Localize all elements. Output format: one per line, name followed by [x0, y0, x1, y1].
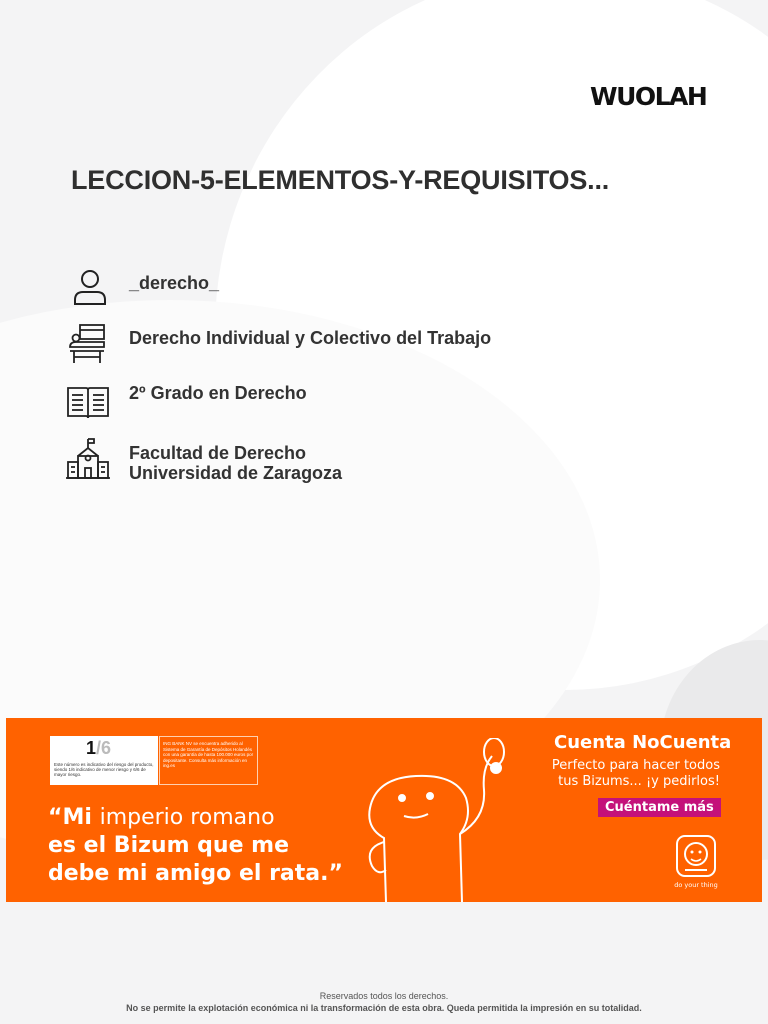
faculty-name[interactable]: Facultad de Derecho [129, 443, 307, 463]
deposit-guarantee-notice: ING BANK NV se encuentra adherido al Sistema de Garantía de Depósitos Holandés con una garantía de hasta 100.000 euros por depositante. Consulta más información en ing.es [159, 736, 258, 785]
ing-lion-logo [671, 834, 721, 894]
ing-advertisement-banner[interactable] [6, 718, 762, 902]
university-name[interactable]: Universidad de Zaragoza [129, 463, 343, 483]
mascot-illustration [356, 738, 536, 902]
subject-name[interactable]: Derecho Individual y Colectivo del Trabajo [129, 328, 492, 348]
institution [129, 436, 342, 483]
school-building-icon [66, 436, 110, 480]
author-name[interactable]: _derecho_ [129, 273, 220, 293]
risk-indicator-text: Este número es indicativo del riesgo del producto, siendo 1/6 indicativo de menor riesgo y 6/6 de mayor riesgo. [54, 762, 154, 777]
footer-line: Reservados todos los derechos. [319, 991, 449, 1001]
course-name[interactable]: 2º Grado en Derecho [129, 383, 307, 403]
ad-subtitle: Perfecto para hacer todos tus Bizums... ¡y pedirlos! [551, 758, 720, 789]
copyright-footer [0, 990, 768, 1014]
footer-line: No se permite la explotación económica ni la transformación de esta obra. Queda permitida la impresión en su totalidad. [126, 1003, 642, 1013]
classroom-desk-icon [66, 321, 110, 365]
risk-indicator-box [50, 736, 158, 785]
subject-row [66, 321, 491, 365]
cuentame-mas-button[interactable]: Cuéntame más [598, 798, 721, 817]
open-book-icon [66, 376, 110, 420]
risk-indicator-value: 1/6 [86, 738, 112, 758]
wuolah-logo[interactable]: WUOLAH [590, 82, 707, 111]
course-row [66, 376, 307, 420]
author-row [66, 266, 219, 310]
ad-quote: “Mi imperio romano es el Bizum que me debe mi amigo el rata.” [48, 805, 343, 886]
user-icon [66, 266, 110, 310]
document-title: LECCION-5-ELEMENTOS-Y-REQUISITOS... [71, 165, 610, 195]
faculty-row [66, 436, 342, 483]
svg-text:do your thing: do your thing [674, 881, 718, 889]
ad-headline: Cuenta NoCuenta [554, 732, 732, 753]
